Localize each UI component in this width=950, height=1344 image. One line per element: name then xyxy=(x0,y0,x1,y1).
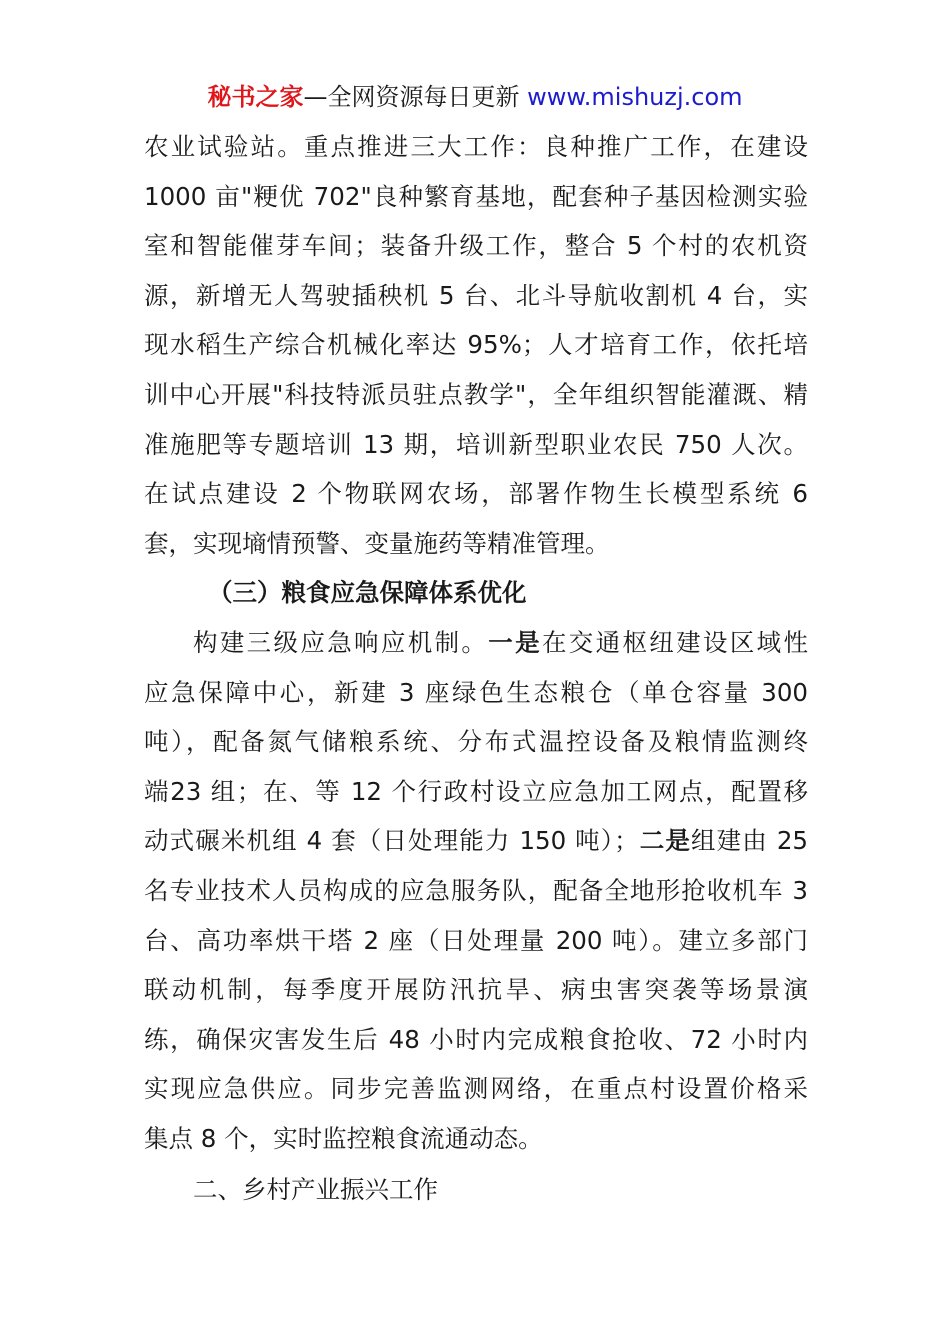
text-line: 端23 组；在、等 12 个行政村设立应急加工网点，配置移 xyxy=(144,776,808,806)
text-line: 台、高功率烘干塔 2 座（日处理量 200 吨）。建立多部门 xyxy=(144,925,808,955)
text-line: 集点 8 个，实时监控粮食流通动态。 xyxy=(144,1123,543,1153)
text-line: 准施肥等专题培训 13 期，培训新型职业农民 750 人次。 xyxy=(144,429,808,459)
text-line: 室和智能催芽车间；装备升级工作，整合 5 个村的农机资 xyxy=(144,231,808,261)
page-header xyxy=(0,80,950,114)
text-line: 练，确保灾害发生后 48 小时内完成粮食抢收、72 小时内 xyxy=(144,1024,808,1054)
section-heading-rural-industry: 二、乡村产业振兴工作 xyxy=(193,1175,438,1205)
text-line xyxy=(144,816,808,866)
text-line: 套，实现墒情预警、变量施药等精准管理。 xyxy=(144,528,610,558)
text-line xyxy=(144,618,808,668)
text-line: 现水稻生产综合机械化率达 95%；人才培育工作，依托培 xyxy=(144,330,808,360)
paragraph-emergency-mechanism xyxy=(144,618,808,1164)
text-run: 在交通枢纽建设区域性 xyxy=(541,627,809,657)
text-line: 1000 亩"粳优 702"良种繁育基地，配套种子基因检测实验 xyxy=(144,181,808,211)
header-tagline: —全网资源每日更新 xyxy=(303,83,520,111)
bold-marker-first: 一是 xyxy=(488,627,542,657)
text-line: 联动机制，每季度开展防汛抗旱、病虫害突袭等场景演 xyxy=(144,975,808,1005)
paragraph-agri-station xyxy=(144,122,808,568)
brand-name: 秘书之家 xyxy=(207,83,304,111)
text-line: 在试点建设 2 个物联网农场，部署作物生长模型系统 6 xyxy=(144,479,808,509)
text-line: 源，新增无人驾驶插秧机 5 台、北斗导航收割机 4 台，实 xyxy=(144,280,808,310)
text-run: 组建由 25 xyxy=(691,826,808,856)
bold-marker-second: 二是 xyxy=(638,826,692,856)
site-url-link[interactable]: www.mishuzj.com xyxy=(527,83,743,111)
document-body xyxy=(144,122,808,1215)
text-line: 应急保障中心，新建 3 座绿色生态粮仓（单仓容量 300 xyxy=(144,677,808,707)
text-line: 实现应急供应。同步完善监测网络，在重点村设置价格采 xyxy=(144,1074,808,1104)
text-line: 名专业技术人员构成的应急服务队，配备全地形抢收机车 3 xyxy=(144,875,808,905)
text-run: 动式碾米机组 4 套（日处理能力 150 吨）； xyxy=(144,826,639,856)
text-line: 吨），配备氮气储粮系统、分布式温控设备及粮情监测终 xyxy=(144,727,808,757)
text-run: 构建三级应急响应机制。 xyxy=(193,627,489,657)
subheading-grain-emergency: （三）粮食应急保障体系优化 xyxy=(208,578,527,608)
text-line: 农业试验站。重点推进三大工作：良种推广工作，在建设 xyxy=(144,132,808,161)
text-line: 训中心开展"科技特派员驻点教学"，全年组织智能灌溉、精 xyxy=(144,379,808,409)
